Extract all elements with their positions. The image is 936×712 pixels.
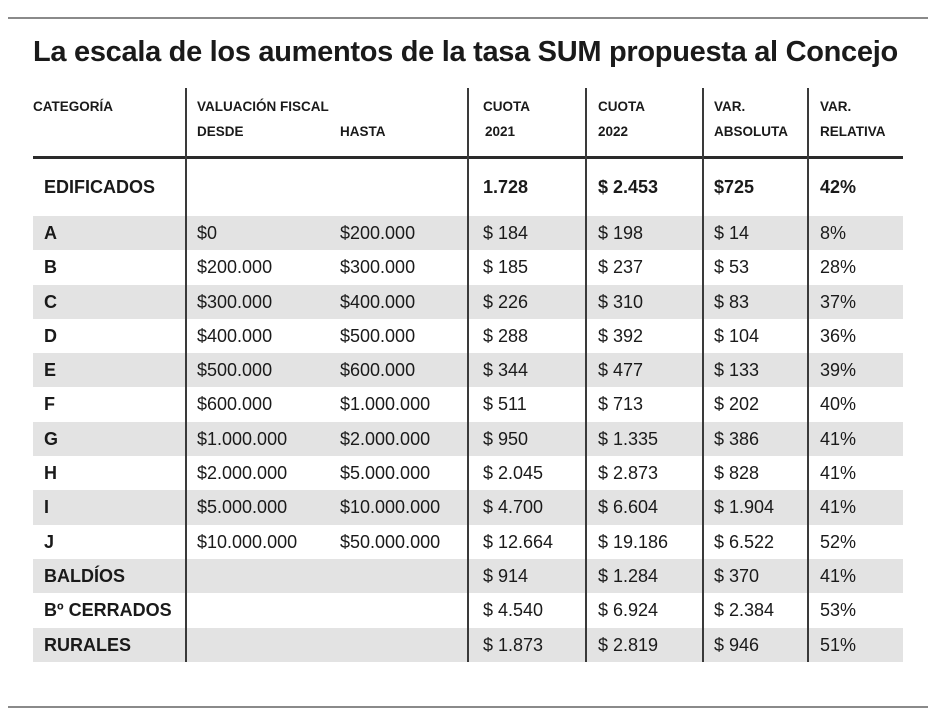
cell-hasta: $300.000 bbox=[340, 257, 416, 278]
cell-var-relativa: 41% bbox=[820, 565, 857, 586]
header-cuota-2022-line1: CUOTA bbox=[598, 99, 645, 114]
cell-desde: $10.000.000 bbox=[197, 531, 298, 552]
bottom-rule bbox=[8, 706, 928, 708]
data-table bbox=[33, 88, 903, 662]
edificados-var-absoluta: $725 bbox=[714, 177, 755, 197]
cell-cuota-2022: $ 713 bbox=[598, 394, 644, 415]
cell-cuota-2022: $ 477 bbox=[598, 360, 644, 381]
cell-var-absoluta: $ 370 bbox=[714, 565, 760, 586]
cell-var-absoluta: $ 386 bbox=[714, 428, 760, 449]
cell-categoria: D bbox=[44, 325, 57, 346]
table-row bbox=[33, 490, 903, 524]
cell-hasta: $500.000 bbox=[340, 325, 416, 346]
cell-var-relativa: 36% bbox=[820, 325, 857, 346]
cell-categoria: H bbox=[44, 463, 57, 484]
table-row bbox=[33, 559, 903, 593]
cell-var-relativa: 8% bbox=[820, 223, 847, 243]
cell-var-absoluta: $ 1.904 bbox=[714, 497, 775, 518]
cell-var-relativa: 41% bbox=[820, 497, 857, 518]
cell-cuota-2022: $ 1.335 bbox=[598, 428, 659, 449]
table-row bbox=[33, 216, 903, 250]
cell-desde: $600.000 bbox=[197, 394, 273, 415]
cell-categoria: RURALES bbox=[44, 634, 132, 655]
cell-cuota-2022: $ 310 bbox=[598, 291, 644, 312]
table-body bbox=[33, 216, 903, 662]
cell-cuota-2021: $ 226 bbox=[483, 291, 529, 312]
cell-categoria: A bbox=[44, 223, 57, 243]
cell-var-absoluta: $ 83 bbox=[714, 291, 750, 312]
header-categoria: CATEGORÍA bbox=[33, 99, 113, 114]
cell-desde: $200.000 bbox=[197, 257, 273, 278]
cell-cuota-2021: $ 2.045 bbox=[483, 463, 544, 484]
header-cuota-2021-line2: 2021 bbox=[485, 124, 516, 139]
cell-hasta: $200.000 bbox=[340, 223, 416, 243]
table-row bbox=[33, 353, 903, 387]
cell-categoria: B bbox=[44, 257, 57, 278]
edificados-var-relativa: 42% bbox=[820, 177, 857, 197]
cell-cuota-2021: $ 4.540 bbox=[483, 600, 544, 621]
table-row bbox=[33, 525, 903, 559]
cell-cuota-2022: $ 392 bbox=[598, 325, 644, 346]
cell-cuota-2021: $ 950 bbox=[483, 428, 529, 449]
cell-hasta: $10.000.000 bbox=[340, 497, 441, 518]
cell-cuota-2022: $ 19.186 bbox=[598, 531, 669, 552]
cell-cuota-2022: $ 198 bbox=[598, 223, 644, 243]
cell-cuota-2021: $ 1.873 bbox=[483, 634, 544, 655]
cell-var-relativa: 41% bbox=[820, 428, 857, 449]
cell-categoria: J bbox=[44, 531, 55, 552]
table-row bbox=[33, 593, 903, 627]
cell-var-relativa: 39% bbox=[820, 360, 857, 381]
cell-desde: $2.000.000 bbox=[197, 463, 288, 484]
cell-categoria: BALDÍOS bbox=[44, 565, 125, 586]
cell-cuota-2021: $ 185 bbox=[483, 257, 529, 278]
cell-categoria: C bbox=[44, 291, 57, 312]
cell-desde: $500.000 bbox=[197, 360, 273, 381]
cell-var-relativa: 41% bbox=[820, 463, 857, 484]
edificados-cuota-2021: 1.728 bbox=[483, 177, 529, 197]
cell-categoria: I bbox=[44, 497, 50, 518]
cell-var-relativa: 52% bbox=[820, 531, 857, 552]
cell-var-absoluta: $ 53 bbox=[714, 257, 750, 278]
cell-categoria: F bbox=[44, 394, 55, 415]
header-var-absoluta-line1: VAR. bbox=[714, 99, 746, 114]
table-row bbox=[33, 250, 903, 284]
cell-var-absoluta: $ 14 bbox=[714, 223, 750, 243]
cell-var-relativa: 28% bbox=[820, 257, 857, 278]
cell-hasta: $400.000 bbox=[340, 291, 416, 312]
table-header bbox=[33, 88, 903, 159]
cell-var-relativa: 53% bbox=[820, 600, 857, 621]
cell-var-absoluta: $ 6.522 bbox=[714, 531, 775, 552]
table-row bbox=[33, 285, 903, 319]
cell-var-absoluta: $ 133 bbox=[714, 360, 760, 381]
cell-cuota-2021: $ 344 bbox=[483, 360, 529, 381]
edificados-label: EDIFICADOS bbox=[44, 177, 156, 197]
header-desde: DESDE bbox=[197, 124, 244, 139]
cell-categoria: E bbox=[44, 360, 57, 381]
cell-cuota-2021: $ 914 bbox=[483, 565, 529, 586]
table-row bbox=[33, 387, 903, 421]
table-row bbox=[33, 422, 903, 456]
header-hasta: HASTA bbox=[340, 124, 386, 139]
cell-cuota-2021: $ 4.700 bbox=[483, 497, 544, 518]
cell-hasta: $2.000.000 bbox=[340, 428, 431, 449]
cell-cuota-2022: $ 6.604 bbox=[598, 497, 659, 518]
cell-desde: $5.000.000 bbox=[197, 497, 288, 518]
cell-var-absoluta: $ 946 bbox=[714, 634, 760, 655]
cell-hasta: $50.000.000 bbox=[340, 531, 441, 552]
cell-hasta: $600.000 bbox=[340, 360, 416, 381]
cell-var-relativa: 51% bbox=[820, 634, 857, 655]
cell-categoria: G bbox=[44, 428, 59, 449]
table-row bbox=[33, 319, 903, 353]
table-row-edificados bbox=[33, 159, 903, 216]
cell-cuota-2022: $ 2.873 bbox=[598, 463, 659, 484]
cell-cuota-2022: $ 6.924 bbox=[598, 600, 659, 621]
cell-var-relativa: 40% bbox=[820, 394, 857, 415]
cell-var-absoluta: $ 202 bbox=[714, 394, 760, 415]
header-var-relativa-line1: VAR. bbox=[820, 99, 852, 114]
header-valuacion: VALUACIÓN FISCAL bbox=[197, 99, 329, 114]
cell-categoria: Bº CERRADOS bbox=[44, 600, 172, 621]
cell-desde: $300.000 bbox=[197, 291, 273, 312]
cell-desde: $1.000.000 bbox=[197, 428, 288, 449]
cell-cuota-2022: $ 237 bbox=[598, 257, 644, 278]
cell-cuota-2021: $ 184 bbox=[483, 223, 529, 243]
cell-desde: $400.000 bbox=[197, 325, 273, 346]
header-var-relativa-line2: RELATIVA bbox=[820, 124, 886, 139]
cell-hasta: $5.000.000 bbox=[340, 463, 431, 484]
cell-cuota-2022: $ 2.819 bbox=[598, 634, 659, 655]
header-cuota-2022-line2: 2022 bbox=[598, 124, 629, 139]
cell-var-relativa: 37% bbox=[820, 291, 857, 312]
header-cuota-2021-line1: CUOTA bbox=[483, 99, 530, 114]
table-row bbox=[33, 628, 903, 662]
cell-cuota-2022: $ 1.284 bbox=[598, 565, 659, 586]
top-rule bbox=[8, 17, 928, 19]
cell-var-absoluta: $ 828 bbox=[714, 463, 760, 484]
cell-cuota-2021: $ 511 bbox=[483, 394, 527, 415]
page-title: La escala de los aumentos de la tasa SUM propuesta al Concejo bbox=[33, 36, 898, 68]
cell-cuota-2021: $ 12.664 bbox=[483, 531, 554, 552]
header-var-absoluta-line2: ABSOLUTA bbox=[714, 124, 788, 139]
cell-var-absoluta: $ 104 bbox=[714, 325, 760, 346]
cell-hasta: $1.000.000 bbox=[340, 394, 431, 415]
table-row bbox=[33, 456, 903, 490]
edificados-cuota-2022: $ 2.453 bbox=[598, 177, 659, 197]
cell-cuota-2021: $ 288 bbox=[483, 325, 529, 346]
cell-desde: $0 bbox=[197, 223, 218, 243]
cell-var-absoluta: $ 2.384 bbox=[714, 600, 775, 621]
